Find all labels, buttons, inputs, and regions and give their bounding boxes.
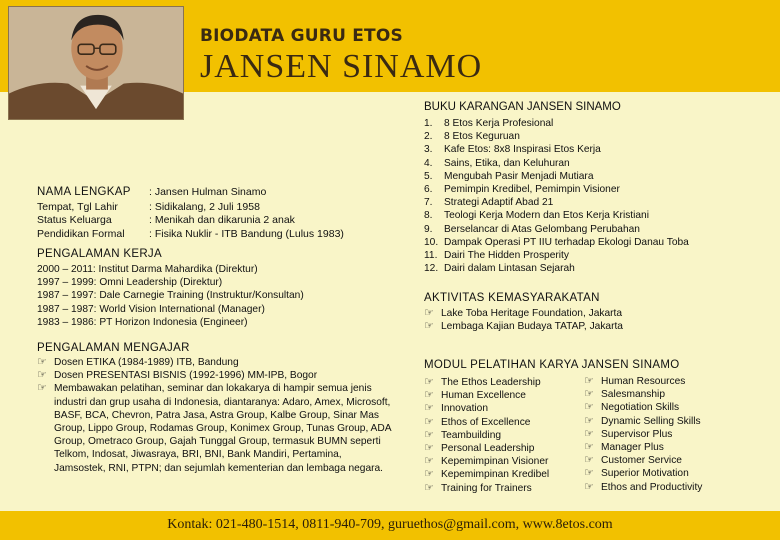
- pointing-hand-icon: ☞: [584, 375, 594, 387]
- bio-label: Tempat, Tgl Lahir: [37, 201, 118, 214]
- books-heading: BUKU KARANGAN JANSEN SINAMO: [424, 101, 621, 113]
- bio-value: : Sidikalang, 2 Juli 1958: [149, 201, 260, 214]
- list-item: 1983 – 1986: PT Horizon Indonesia (Engineer): [37, 316, 248, 328]
- pointing-hand-icon: ☞: [424, 376, 434, 388]
- list-item: ☞ Personal Leadership: [424, 442, 535, 455]
- pointing-hand-icon: ☞: [424, 402, 434, 415]
- pointing-hand-icon: ☞: [37, 369, 47, 382]
- pointing-hand-icon: ☞: [584, 467, 594, 480]
- list-item: 4. Sains, Etika, dan Keluhuran: [424, 157, 570, 169]
- pointing-hand-icon: ☞: [424, 415, 434, 428]
- bio-section: [37, 186, 344, 241]
- pointing-hand-icon: ☞: [424, 455, 434, 468]
- pointing-hand-icon: ☞: [584, 388, 594, 401]
- pointing-hand-icon: ☞: [424, 481, 434, 494]
- list-item: ☞ Membawakan pelatihan, seminar dan lokakarya di hampir semua jenis industri dan grup usaha di Indonesia, diantaranya: Adaro, Amex, Microsoft, BASF, BCA, Chevron, Patra Jasa, Astra Group, Kalbe Group, Sinar Mas Group, Lippo Group, Rodamas Group, Konimex Group, Tunas Group, ADA Group, Ometraco Group, Gajah Tunggal Group, termasuk BUMN seperti Telkom, Indosat, Jiwasraya, BRI, BNI, Bank Mandiri, Pertamina, Jamsostek, RNI, PTPN; dan sejumlah kementerian dan lembaga negara.: [37, 382, 391, 474]
- pointing-hand-icon: ☞: [584, 441, 594, 454]
- books-list: [424, 117, 689, 275]
- list-item: 5. Mengubah Pasir Menjadi Mutiara: [424, 170, 594, 182]
- list-item: ☞ Kepemimpinan Visioner: [424, 455, 549, 468]
- activities-heading: AKTIVITAS KEMASYARAKATAN: [424, 292, 600, 304]
- list-item: ☞ Human Excellence: [424, 389, 526, 402]
- list-item: ☞ Ethos and Productivity: [584, 480, 703, 493]
- list-item: 1997 – 1999: Omni Leadership (Direktur): [37, 277, 223, 289]
- list-item: 11. Dairi The Hidden Prosperity: [424, 250, 569, 262]
- list-item: ☞ Dosen ETIKA (1984-1989) ITB, Bandung: [37, 356, 239, 368]
- list-item: ☞ Dosen PRESENTASI BISNIS (1992-1996) MM-IPB, Bogor: [37, 369, 318, 382]
- list-item: 1. 8 Etos Kerja Profesional: [424, 118, 554, 129]
- pointing-hand-icon: ☞: [424, 442, 434, 455]
- bio-label: Status Keluarga: [37, 214, 112, 227]
- pointing-hand-icon: ☞: [424, 307, 434, 319]
- list-item: ☞ Negotiation Skills: [584, 401, 680, 414]
- list-item: 6. Pemimpin Kredibel, Pemimpin Visioner: [424, 184, 620, 196]
- list-item: ☞ Lake Toba Heritage Foundation, Jakarta: [424, 307, 623, 319]
- list-item: 1987 – 1987: World Vision International (Manager): [37, 303, 265, 315]
- pointing-hand-icon: ☞: [584, 427, 594, 440]
- list-item: ☞ Dynamic Selling Skills: [584, 414, 701, 427]
- list-item: 10. Dampak Operasi PT IIU terhadap Ekologi Danau Toba: [424, 236, 689, 248]
- page-subtitle: BIODATA GURU ETOS: [200, 26, 403, 46]
- bio-row: [37, 201, 344, 214]
- list-item: ☞ Kepemimpinan Kredibel: [424, 468, 550, 481]
- pointing-hand-icon: ☞: [584, 480, 594, 493]
- list-item: ☞ The Ethos Leadership: [424, 376, 541, 388]
- pointing-hand-icon: ☞: [424, 320, 434, 333]
- pointing-hand-icon: ☞: [584, 414, 594, 427]
- list-item: ☞ Superior Motivation: [584, 467, 689, 480]
- teaching-heading: PENGALAMAN MENGAJAR: [37, 342, 190, 354]
- list-item: ☞ Human Resources: [584, 375, 686, 387]
- list-item: 1987 – 1997: Dale Carnegie Training (Instruktur/Konsultan): [37, 290, 304, 302]
- pointing-hand-icon: ☞: [424, 468, 434, 481]
- list-item: ☞ Ethos of Excellence: [424, 415, 531, 428]
- bio-row: [37, 214, 344, 227]
- bio-name-value: : Jansen Hulman Sinamo: [149, 186, 267, 198]
- contact-footer: Kontak: 021-480-1514, 0811-940-709, guruethos@gmail.com, www.8etos.com: [167, 517, 613, 532]
- list-item: 7. Strategi Adaptif Abad 21: [424, 197, 554, 209]
- pointing-hand-icon: ☞: [584, 454, 594, 467]
- teaching-list: [37, 356, 392, 475]
- experience-heading: PENGALAMAN KERJA: [37, 248, 162, 260]
- profile-photo: [8, 6, 184, 120]
- modules-list-right: [584, 375, 702, 494]
- list-item: ☞ Lembaga Kajian Budaya TATAP, Jakarta: [424, 320, 623, 333]
- pointing-hand-icon: ☞: [37, 382, 47, 395]
- bio-heading: NAMA LENGKAP: [37, 186, 131, 198]
- experience-list: [37, 263, 304, 329]
- pointing-hand-icon: ☞: [584, 401, 594, 414]
- list-item: 2. 8 Etos Keguruan: [424, 131, 520, 143]
- list-item: ☞ Training for Trainers: [424, 481, 532, 494]
- list-item: ☞ Customer Service: [584, 454, 682, 467]
- modules-heading: MODUL PELATIHAN KARYA JANSEN SINAMO: [424, 359, 680, 371]
- bio-row: [37, 228, 344, 241]
- page-title: JANSEN SINAMO: [200, 48, 483, 85]
- activities-list: [424, 307, 623, 333]
- bio-row-name: [37, 186, 344, 199]
- list-item: 12. Dairi dalam Lintasan Sejarah: [424, 263, 575, 275]
- list-item: ☞ Supervisor Plus: [584, 427, 673, 440]
- list-item: ☞ Innovation: [424, 402, 489, 415]
- pointing-hand-icon: ☞: [424, 428, 434, 441]
- list-item: ☞ Manager Plus: [584, 441, 664, 454]
- list-item: 9. Berselancar di Atas Gelombang Perubahan: [424, 223, 640, 235]
- pointing-hand-icon: ☞: [424, 389, 434, 402]
- bio-label: Pendidikan Formal: [37, 227, 125, 240]
- list-item: 3. Kafe Etos: 8x8 Inspirasi Etos Kerja: [424, 144, 601, 156]
- pointing-hand-icon: ☞: [37, 356, 47, 368]
- bio-value: : Fisika Nuklir - ITB Bandung (Lulus 1983): [149, 227, 344, 240]
- list-item: 8. Teologi Kerja Modern dan Etos Kerja Kristiani: [424, 210, 649, 222]
- list-item: ☞ Teambuilding: [424, 428, 502, 441]
- list-item: ☞ Salesmanship: [584, 388, 665, 401]
- list-item: 2000 – 2011: Institut Darma Mahardika (Direktur): [37, 264, 258, 275]
- bio-value: : Menikah dan dikarunia 2 anak: [149, 214, 295, 227]
- modules-list-left: [424, 376, 549, 495]
